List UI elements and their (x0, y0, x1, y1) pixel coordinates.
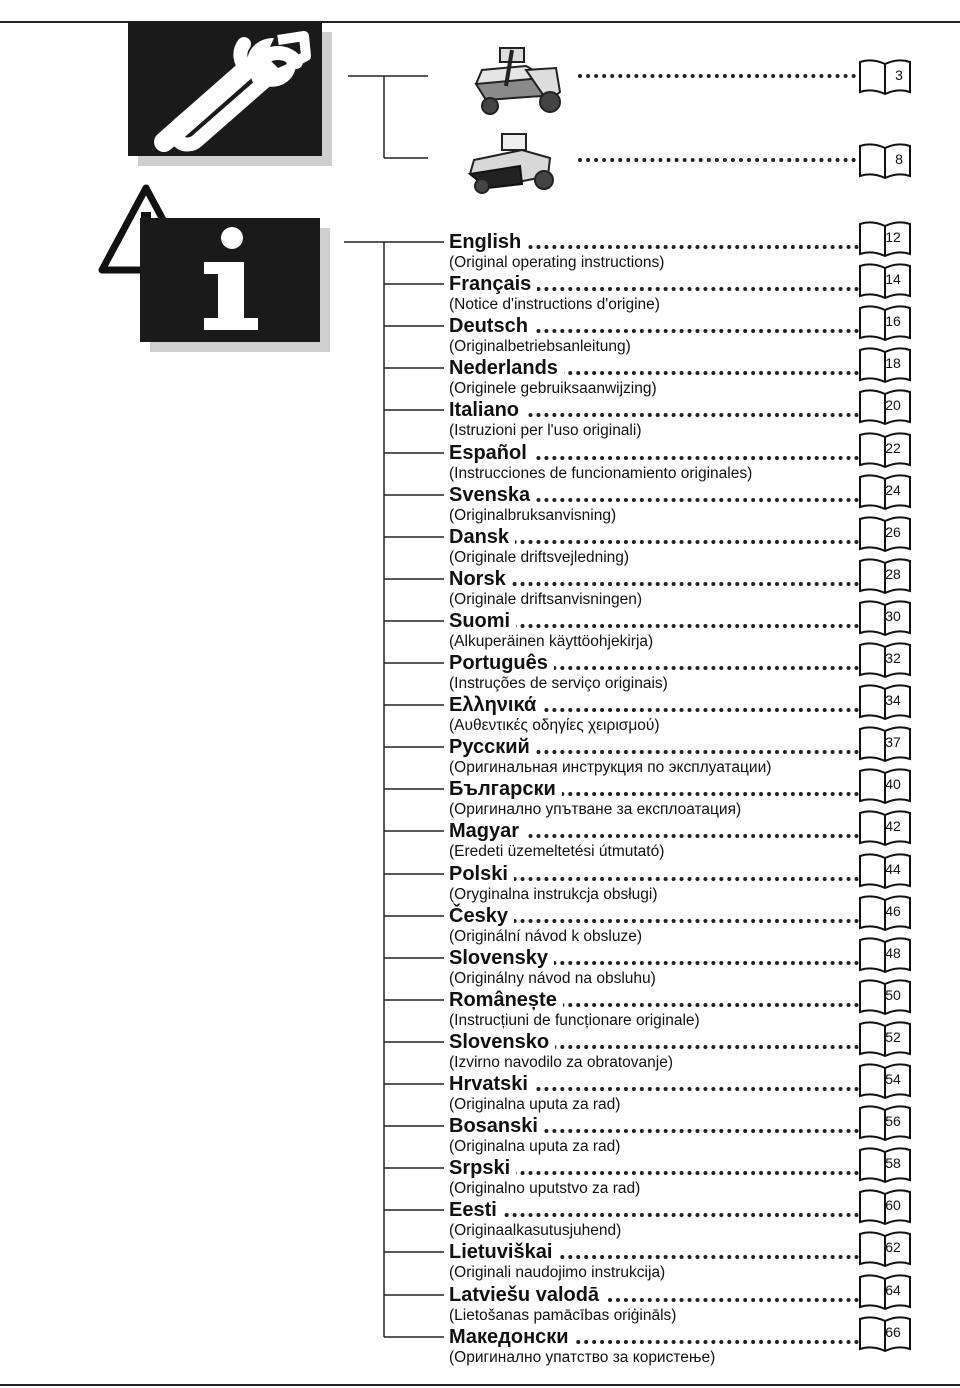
language-subtitle: (Originální návod k obsluze) (449, 928, 642, 945)
page-number: 12 (885, 229, 901, 245)
language-name: Suomi (449, 609, 516, 633)
language-entry[interactable] (449, 441, 859, 483)
entry-title-row (449, 777, 859, 801)
page-book (858, 1020, 912, 1060)
page-number: 42 (885, 818, 901, 834)
entry-title-row (449, 693, 859, 717)
page-book-top-1 (858, 58, 912, 98)
top-item-2-dots (578, 158, 856, 162)
language-subtitle: (Originálny návod na obsluhu) (449, 970, 656, 987)
language-subtitle: (Instrucciones de funcionamiento originales) (449, 465, 753, 482)
page-number: 8 (895, 151, 903, 167)
page-book (858, 557, 912, 597)
language-entry[interactable] (449, 483, 859, 525)
language-name: Italiano (449, 398, 525, 422)
language-name: Slovensky (449, 946, 554, 970)
page-number: 37 (885, 734, 901, 750)
language-name: Srpski (449, 1156, 516, 1180)
language-entry[interactable] (449, 988, 859, 1030)
language-subtitle: (Istruzioni per l'uso originali) (449, 422, 642, 439)
language-entry[interactable] (449, 314, 859, 356)
page-book (858, 936, 912, 976)
entry-title-row (449, 904, 859, 928)
language-name: Nederlands (449, 356, 564, 380)
page-book (858, 894, 912, 934)
page-number: 28 (885, 566, 901, 582)
language-entry[interactable] (449, 1198, 859, 1240)
page-book (858, 809, 912, 849)
language-entry[interactable] (449, 735, 859, 777)
page-book (858, 1062, 912, 1102)
page-number: 52 (885, 1029, 901, 1045)
page-book (858, 473, 912, 513)
language-subtitle: (Originaalkasutusjuhend) (449, 1222, 622, 1239)
language-entry[interactable] (449, 693, 859, 735)
page-number: 66 (885, 1324, 901, 1340)
language-entry[interactable] (449, 398, 859, 440)
entry-title-row (449, 314, 859, 338)
page-number: 20 (885, 397, 901, 413)
page-book (858, 1273, 912, 1313)
language-entry[interactable] (449, 272, 859, 314)
entry-title-row (449, 356, 859, 380)
language-subtitle: (Notice d'instructions d'origine) (449, 296, 660, 313)
language-entry[interactable] (449, 819, 859, 861)
entry-title-row (449, 1198, 859, 1222)
language-name: Português (449, 651, 554, 675)
language-subtitle: (Izvirno navodilo za obratovanje) (449, 1054, 674, 1071)
page-number: 22 (885, 440, 901, 456)
language-name: Lietuviškai (449, 1240, 558, 1264)
page-number: 26 (885, 524, 901, 540)
entry-title-row (449, 609, 859, 633)
page-book (858, 978, 912, 1018)
language-name: Eesti (449, 1198, 503, 1222)
language-entry[interactable] (449, 1114, 859, 1156)
language-name: Български (449, 777, 562, 801)
language-name: Français (449, 272, 537, 296)
entry-title-row (449, 1030, 859, 1054)
dot-leader (449, 1213, 859, 1217)
language-entry[interactable] (449, 567, 859, 609)
page-book-top-2 (858, 142, 912, 182)
language-subtitle: (Instruções de serviço originais) (449, 675, 668, 692)
entry-title-row (449, 819, 859, 843)
language-subtitle: (Alkuperäinen käyttöohjekirja) (449, 633, 654, 650)
page-number: 48 (885, 945, 901, 961)
language-name: Latviešu valodā (449, 1283, 605, 1307)
entry-title-row (449, 988, 859, 1012)
language-subtitle: (Оригинално упътване за експлоатация) (449, 801, 742, 818)
page-book (858, 220, 912, 260)
language-entry[interactable] (449, 356, 859, 398)
language-name: Românește (449, 988, 563, 1012)
language-name: English (449, 230, 527, 254)
language-subtitle: (Eredeti üzemeltetési útmutató) (449, 843, 665, 860)
language-subtitle: (Oryginalna instrukcja obsługi) (449, 886, 658, 903)
language-subtitle: (Αυθεντικές οδηγίες χειρισμού) (449, 717, 660, 734)
entry-title-row (449, 651, 859, 675)
page-book (858, 599, 912, 639)
page-number: 62 (885, 1239, 901, 1255)
language-entry[interactable] (449, 777, 859, 819)
language-entry[interactable] (449, 651, 859, 693)
entry-title-row (449, 525, 859, 549)
language-subtitle: (Originalbruksanvisning) (449, 507, 617, 524)
language-subtitle: (Originalna uputa za rad) (449, 1138, 621, 1155)
language-name: Español (449, 441, 533, 465)
language-entry[interactable] (449, 1156, 859, 1198)
page-number: 40 (885, 776, 901, 792)
page-book (858, 431, 912, 471)
language-subtitle: (Originalbetriebsanleitung) (449, 338, 631, 355)
page-book (858, 388, 912, 428)
page-number: 60 (885, 1197, 901, 1213)
page-number: 50 (885, 987, 901, 1003)
entry-title-row (449, 1283, 859, 1307)
language-subtitle: (Originale driftsanvisningen) (449, 591, 642, 608)
page-book (858, 1146, 912, 1186)
language-name: Svenska (449, 483, 536, 507)
entry-title-row (449, 441, 859, 465)
page-number: 46 (885, 903, 901, 919)
language-subtitle: (Instrucțiuni de funcționare originale) (449, 1012, 700, 1029)
page-book (858, 1188, 912, 1228)
page-book (858, 767, 912, 807)
page-number: 44 (885, 861, 901, 877)
language-subtitle: (Originale driftsvejledning) (449, 549, 630, 566)
page-book (858, 1230, 912, 1270)
page-book (858, 346, 912, 386)
page-number: 34 (885, 692, 901, 708)
language-entry[interactable] (449, 904, 859, 946)
page-number: 18 (885, 355, 901, 371)
entry-title-row (449, 230, 859, 254)
language-entry[interactable] (449, 862, 859, 904)
language-name: Bosanski (449, 1114, 544, 1138)
language-subtitle: (Original operating instructions) (449, 254, 665, 271)
language-subtitle: (Оригинално упатство за користење) (449, 1349, 716, 1366)
entry-title-row (449, 1072, 859, 1096)
top-item-1-dots (578, 74, 856, 78)
language-entry[interactable] (449, 1072, 859, 1114)
page-book (858, 1315, 912, 1355)
page-number: 30 (885, 608, 901, 624)
language-subtitle: (Originalno uputstvo za rad) (449, 1180, 641, 1197)
language-entry[interactable] (449, 1325, 859, 1367)
language-entry[interactable] (449, 609, 859, 651)
page-number: 16 (885, 313, 901, 329)
entry-title-row (449, 735, 859, 759)
page-number: 54 (885, 1071, 901, 1087)
language-name: Magyar (449, 819, 525, 843)
page-number: 64 (885, 1282, 901, 1298)
entry-title-row (449, 398, 859, 422)
entry-title-row (449, 1325, 859, 1349)
language-entry[interactable] (449, 1283, 859, 1325)
page-number: 56 (885, 1113, 901, 1129)
entry-title-row (449, 272, 859, 296)
page-book (858, 725, 912, 765)
page-book (858, 683, 912, 723)
entry-title-row (449, 862, 859, 886)
language-subtitle: (Lietošanas pamācības oriģināls) (449, 1307, 677, 1324)
entry-title-row (449, 1240, 859, 1264)
language-name: Ελληνικά (449, 693, 542, 717)
language-entry[interactable] (449, 1240, 859, 1282)
language-entry[interactable] (449, 1030, 859, 1072)
language-subtitle: (Оригинальная инструкция по эксплуатации) (449, 759, 772, 776)
page-number: 3 (895, 67, 903, 83)
page-book (858, 641, 912, 681)
language-entry[interactable] (449, 230, 859, 272)
page-book (858, 262, 912, 302)
entry-title-row (449, 567, 859, 591)
language-subtitle: (Originalna uputa za rad) (449, 1096, 621, 1113)
entry-title-row (449, 946, 859, 970)
language-entry[interactable] (449, 946, 859, 988)
page-number: 58 (885, 1155, 901, 1171)
language-subtitle: (Originali naudojimo instrukcija) (449, 1264, 666, 1281)
language-name: Hrvatski (449, 1072, 534, 1096)
page-number: 24 (885, 482, 901, 498)
language-entry[interactable] (449, 525, 859, 567)
language-name: Polski (449, 862, 514, 886)
language-subtitle: (Originele gebruiksaanwijzing) (449, 380, 657, 397)
entry-title-row (449, 483, 859, 507)
entry-title-row (449, 1156, 859, 1180)
page-book (858, 515, 912, 555)
page-book (858, 852, 912, 892)
language-name: Deutsch (449, 314, 534, 338)
page-book (858, 1104, 912, 1144)
page-number: 32 (885, 650, 901, 666)
language-name: Norsk (449, 567, 512, 591)
language-name: Česky (449, 904, 514, 928)
language-name: Македонски (449, 1325, 575, 1349)
language-name: Dansk (449, 525, 515, 549)
language-name: Slovensko (449, 1030, 555, 1054)
language-name: Русский (449, 735, 536, 759)
page-number: 14 (885, 271, 901, 287)
page-book (858, 304, 912, 344)
entry-title-row (449, 1114, 859, 1138)
